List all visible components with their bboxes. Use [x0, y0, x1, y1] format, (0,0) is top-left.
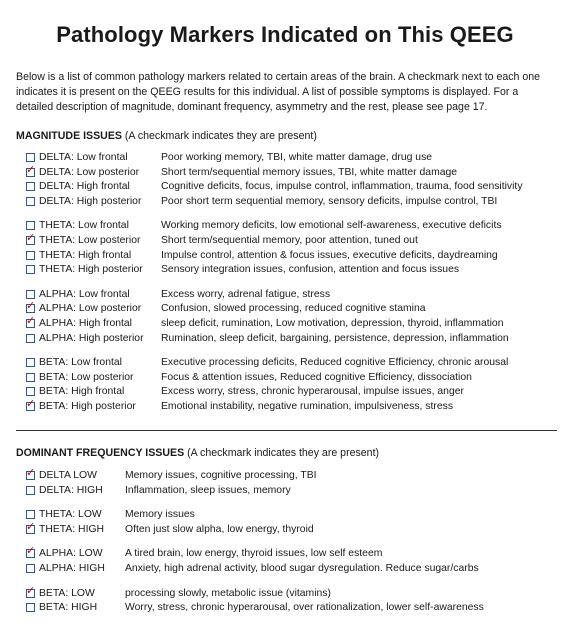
marker-description: Cognitive deficits, focus, impulse control, inflammation, trauma, food sensitivity	[161, 181, 523, 193]
marker-description: Executive processing deficits, Reduced cognitive Efficiency, chronic arousal	[161, 357, 509, 369]
marker-description: Emotional instability, negative rumination, impulsiveness, stress	[161, 400, 454, 412]
checkbox-icon[interactable]	[26, 182, 35, 191]
marker-description: A tired brain, low energy, thyroid issues, low self esteem	[125, 548, 383, 560]
marker-label: ALPHA: HIGH	[39, 562, 105, 574]
checkbox-icon[interactable]	[26, 300, 36, 313]
marker-label: ALPHA: Low posterior	[39, 303, 142, 315]
check-icon: ✓	[26, 300, 36, 313]
checkbox-icon[interactable]	[26, 510, 35, 519]
marker-label: BETA: High frontal	[39, 386, 125, 398]
marker-description: processing slowly, metabolic issue (vitamins)	[125, 587, 331, 599]
check-icon: ✓	[26, 397, 36, 410]
marker-label: DELTA LOW	[39, 470, 97, 481]
checkbox-icon[interactable]	[26, 334, 35, 343]
marker-label: DELTA: High posterior	[39, 195, 142, 207]
marker-description: Short term/sequential memory issues, TBI, white matter damage	[161, 166, 458, 178]
marker-label: DELTA: Low posterior	[39, 166, 140, 178]
check-icon: ✓	[26, 584, 36, 597]
checkbox-icon[interactable]	[26, 358, 35, 367]
marker-label: DELTA: Low frontal	[39, 152, 128, 163]
checkbox-icon[interactable]	[26, 397, 36, 411]
marker-description: Often just slow alpha, low energy, thyroid	[125, 523, 314, 535]
checkbox-icon[interactable]	[26, 486, 35, 495]
marker-description: Anxiety, high adrenal activity, blood sugar dysregulation. Reduce sugar/carbs	[125, 562, 479, 574]
checkbox-icon[interactable]	[26, 520, 36, 534]
checkbox-icon[interactable]	[26, 564, 35, 573]
marker-description: Confusion, slowed processing, reduced cognitive stamina	[161, 303, 426, 315]
section-divider	[16, 430, 557, 431]
dominant-heading-title: DOMINANT FREQUENCY ISSUES	[16, 447, 185, 459]
marker-label: ALPHA: High posterior	[39, 332, 144, 344]
marker-label: THETA: Low frontal	[39, 220, 129, 232]
checkbox-icon[interactable]	[26, 231, 36, 245]
checkbox-icon[interactable]	[26, 221, 35, 230]
marker-description: Rumination, sleep deficit, bargaining, persistence, depression, inflammation	[161, 332, 509, 344]
dominant-heading-note: (A checkmark indicates they are present)	[184, 447, 380, 459]
checkbox-icon[interactable]	[26, 603, 35, 612]
marker-description: Short term/sequential memory, poor attention, tuned out	[161, 234, 418, 246]
check-icon: ✓	[26, 467, 36, 479]
marker-label: ALPHA: LOW	[39, 548, 103, 560]
check-icon: ✓	[26, 163, 36, 176]
marker-description: Poor working memory, TBI, white matter damage, drug use	[161, 152, 433, 163]
marker-description: Focus & attention issues, Reduced cognitive Efficiency, dissociation	[161, 371, 472, 383]
checkbox-icon[interactable]	[26, 153, 35, 162]
marker-description: Inflammation, sleep issues, memory	[125, 484, 291, 496]
marker-label: BETA: High posterior	[39, 400, 136, 412]
checkbox-icon[interactable]	[26, 545, 36, 558]
page-title: Pathology Markers Indicated on This QEEG	[56, 22, 514, 47]
marker-description: sleep deficit, rumination, Low motivation, depression, thyroid, inflammation	[161, 317, 504, 329]
magnitude-heading-title: MAGNITUDE ISSUES	[16, 130, 122, 142]
marker-label: THETA: LOW	[39, 509, 102, 521]
marker-description: Excess worry, stress, chronic hyperarousal, impulse issues, anger	[161, 386, 464, 398]
marker-description: Impulse control, attention & focus issues, executive deficits, daydreaming	[161, 249, 498, 261]
marker-label: THETA: HIGH	[39, 523, 105, 535]
marker-label: THETA: High frontal	[39, 249, 132, 261]
intro-paragraph: Below is a list of common pathology markers related to certain areas of the brain. A checkmark next to each one indicates it is present on the QEEG results for this individual. A list of possible symptoms is displayed. For a detailed description of magnitude, dominant frequency, asymmetry and the rest, please see page 17.	[16, 71, 541, 113]
marker-description: Memory issues	[125, 509, 195, 521]
checkbox-icon[interactable]	[26, 314, 36, 328]
checkbox-icon[interactable]	[26, 251, 35, 260]
marker-label: BETA: HIGH	[39, 602, 98, 614]
marker-label: ALPHA: Low frontal	[39, 288, 130, 300]
marker-description: Worry, stress, chronic hyperarousal, over rationalization, lower self-awareness	[125, 602, 484, 614]
check-icon: ✓	[26, 231, 36, 244]
marker-label: BETA: LOW	[39, 587, 95, 599]
checkbox-icon[interactable]	[26, 467, 36, 480]
marker-label: DELTA: High frontal	[39, 181, 130, 193]
checkbox-icon[interactable]	[26, 290, 35, 299]
marker-label: BETA: Low frontal	[39, 357, 122, 369]
marker-description: Memory issues, cognitive processing, TBI	[125, 470, 317, 481]
checkbox-icon[interactable]	[26, 163, 36, 177]
checkbox-icon[interactable]	[26, 265, 35, 274]
magnitude-heading-note: (A checkmark indicates they are present)	[121, 130, 317, 142]
check-icon: ✓	[26, 314, 36, 327]
checkbox-icon[interactable]	[26, 584, 36, 598]
checkbox-icon[interactable]	[26, 387, 35, 396]
dominant-heading	[16, 447, 379, 459]
marker-label: ALPHA: High frontal	[39, 317, 132, 329]
marker-label: THETA: High posterior	[39, 264, 143, 276]
marker-description: Working memory deficits, low emotional self-awareness, executive deficits	[161, 220, 502, 232]
marker-label: DELTA: HIGH	[39, 484, 103, 496]
marker-description: Excess worry, adrenal fatigue, stress	[161, 288, 331, 300]
marker-label: BETA: Low posterior	[39, 371, 134, 383]
checkbox-icon[interactable]	[26, 197, 35, 206]
marker-description: Poor short term sequential memory, sensory deficits, impulse control, TBI	[161, 195, 498, 207]
check-icon: ✓	[26, 520, 36, 533]
check-icon: ✓	[26, 545, 36, 558]
checkbox-icon[interactable]	[26, 373, 35, 382]
marker-label: THETA: Low posterior	[39, 234, 141, 246]
magnitude-heading	[16, 130, 317, 142]
marker-description: Sensory integration issues, confusion, attention and focus issues	[161, 264, 460, 276]
